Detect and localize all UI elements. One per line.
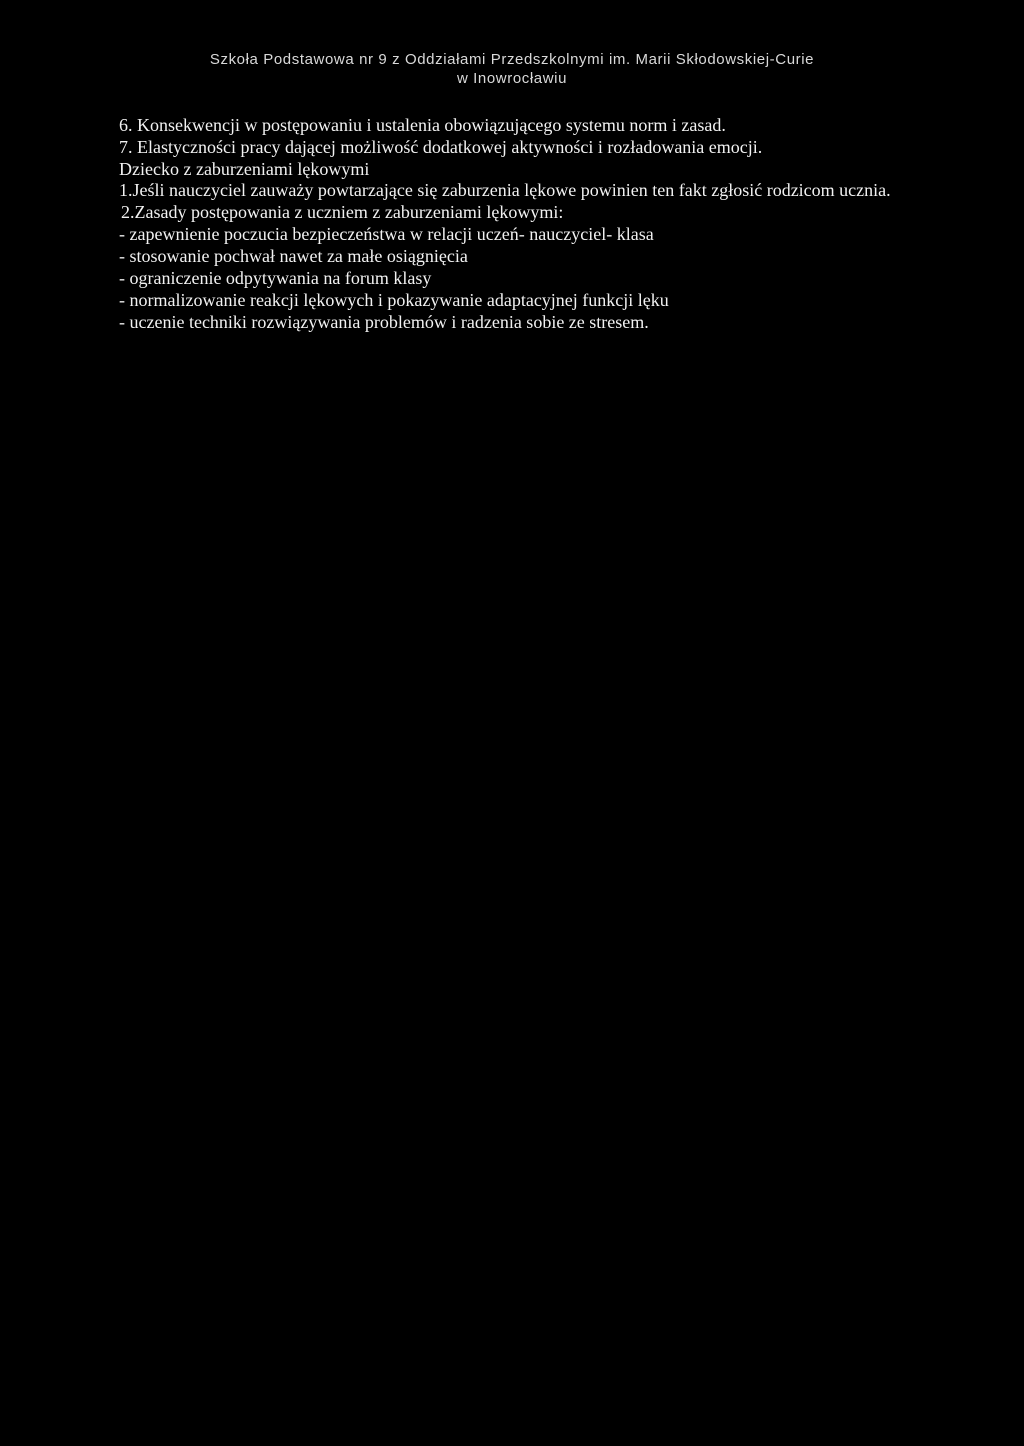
bullet-item: - ograniczenie odpytywania na forum klasy (119, 268, 432, 288)
document-body (119, 114, 909, 333)
list-item: 6. Konsekwencji w postępowaniu i ustalenia obowiązującego systemu norm i zasad. (119, 115, 726, 135)
bullet-item: - zapewnienie poczucia bezpieczeństwa w relacji uczeń- nauczyciel- klasa (119, 224, 654, 244)
school-name: Szkoła Podstawowa nr 9 z Oddziałami Przedszkolnymi im. Marii Skłodowskiej-Curie (209, 51, 815, 68)
page-header (0, 50, 1024, 88)
paragraph-rules-heading: 2.Zasady postępowania z uczniem z zaburzeniami lękowymi: (121, 202, 564, 222)
list-item: 7. Elastyczności pracy dającej możliwość dodatkowej aktywności i rozładowania emocji. (119, 137, 763, 157)
bullet-item: - stosowanie pochwał nawet za małe osiągnięcia (119, 246, 468, 266)
bullet-item: - normalizowanie reakcji lękowych i pokazywanie adaptacyjnej funkcji lęku (119, 290, 669, 310)
paragraph-report-to-parents: 1.Jeśli nauczyciel zauważy powtarzające się zaburzenia lękowe powinien ten fakt zgłosić rodzicom ucznia. (119, 180, 891, 200)
bullet-item: - uczenie techniki rozwiązywania problemów i radzenia sobie ze stresem. (119, 312, 649, 332)
section-title: Dziecko z zaburzeniami lękowymi (119, 159, 370, 179)
school-location: w Inowrocławiu (456, 70, 568, 87)
